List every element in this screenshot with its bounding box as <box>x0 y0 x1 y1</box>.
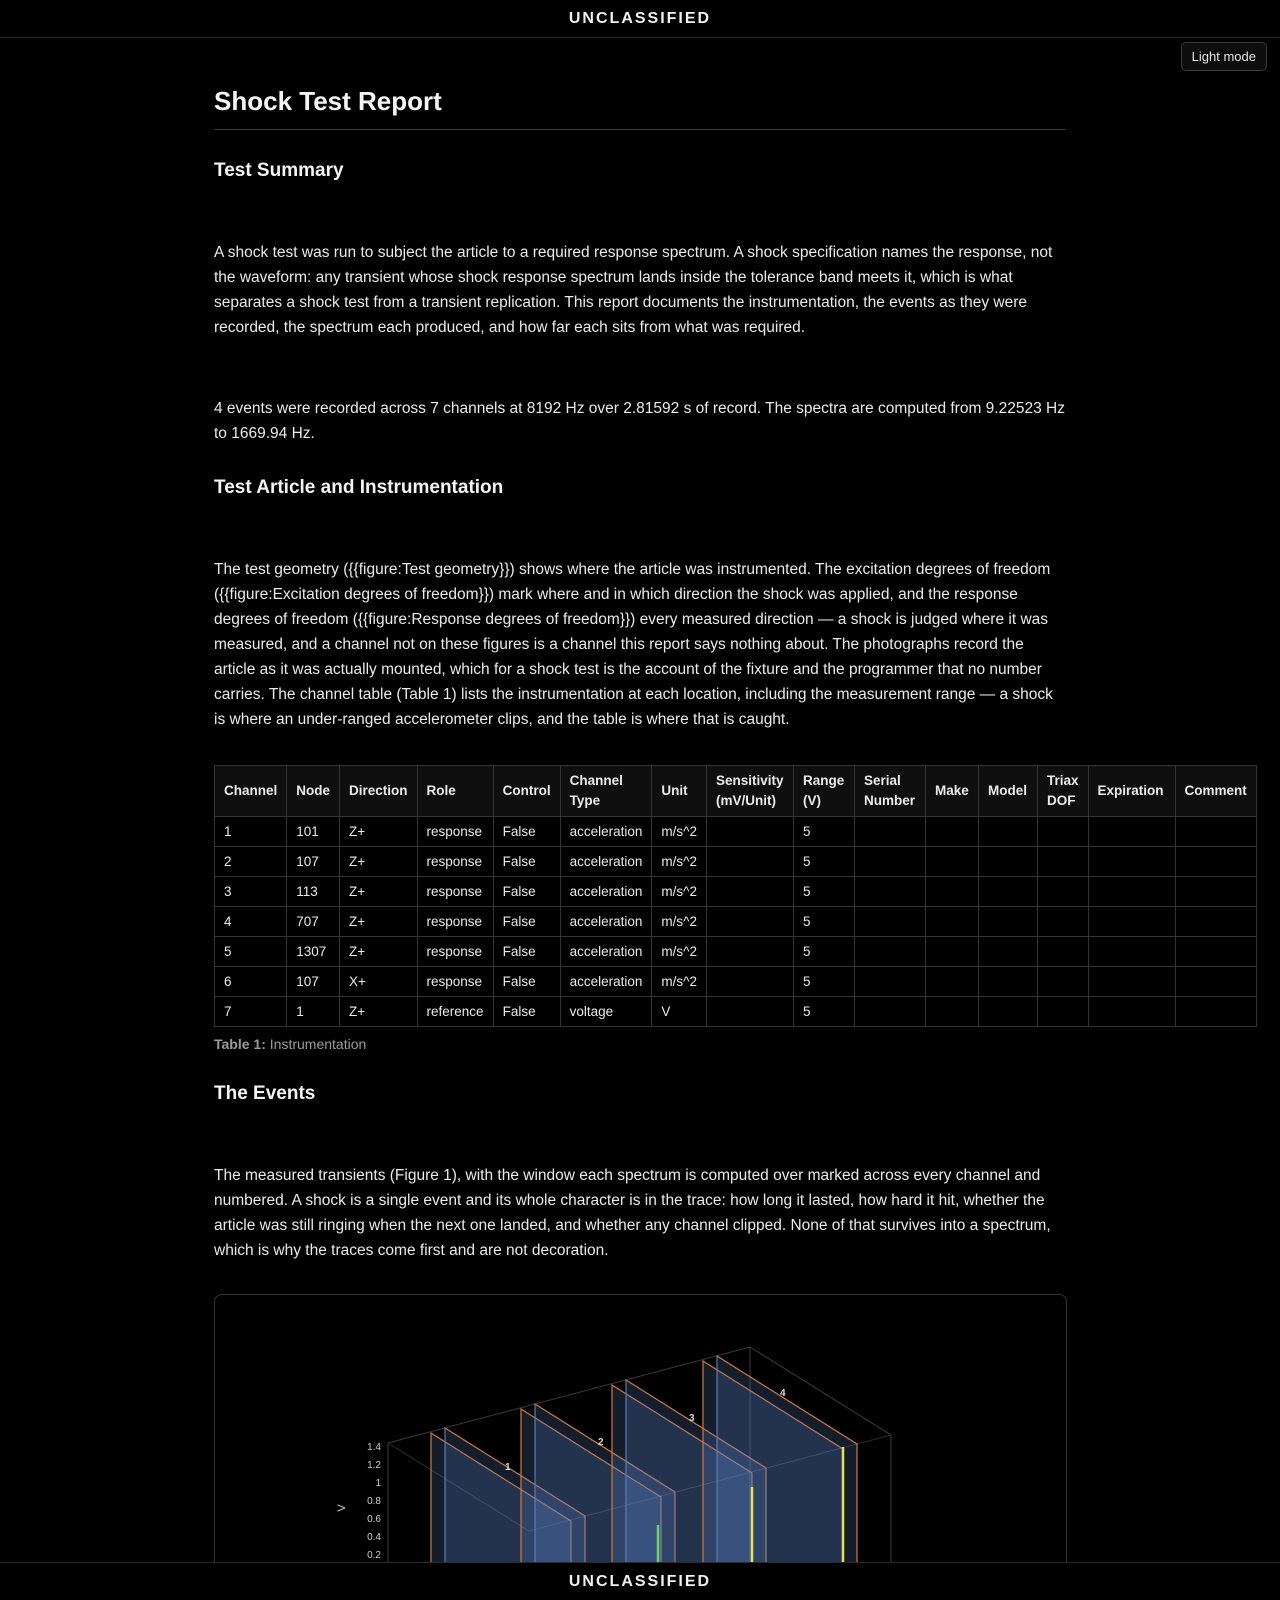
event-label: 1 <box>505 1462 511 1473</box>
table-cell <box>1037 967 1088 997</box>
table-cell <box>1088 847 1175 877</box>
table-row <box>215 877 1257 907</box>
table-cell <box>1037 847 1088 877</box>
table-row <box>215 997 1257 1027</box>
table-cell: Z+ <box>340 997 418 1027</box>
y-tick-label: 1.2 <box>367 1460 381 1471</box>
table-cell <box>1037 937 1088 967</box>
table-cell <box>1088 997 1175 1027</box>
table-cell <box>706 997 793 1027</box>
table-cell: 2 <box>215 847 287 877</box>
table-row <box>215 847 1257 877</box>
col-header-expiration: Expiration <box>1088 766 1175 817</box>
table-cell: 5 <box>793 847 854 877</box>
table-cell: 5 <box>793 997 854 1027</box>
table-cell: False <box>493 877 560 907</box>
col-header-make: Make <box>925 766 978 817</box>
table-cell <box>925 937 978 967</box>
table-cell: acceleration <box>560 817 652 847</box>
table-row <box>215 937 1257 967</box>
table-cell: Z+ <box>340 877 418 907</box>
table-cell: 107 <box>287 847 340 877</box>
table-cell: X+ <box>340 967 418 997</box>
table-cell <box>1037 997 1088 1027</box>
table-cell: response <box>417 967 493 997</box>
table-cell <box>1037 817 1088 847</box>
table-cell <box>1175 877 1256 907</box>
table-cell <box>925 877 978 907</box>
table-cell: False <box>493 967 560 997</box>
table-cell: response <box>417 877 493 907</box>
table-cell <box>1175 937 1256 967</box>
table-header-row <box>215 766 1257 817</box>
table-cell: False <box>493 907 560 937</box>
table-cell <box>925 817 978 847</box>
col-header-control: Control <box>493 766 560 817</box>
table-cell: 1307 <box>287 937 340 967</box>
section-heading-instrumentation: Test Article and Instrumentation <box>214 477 504 498</box>
table-cell: m/s^2 <box>652 967 707 997</box>
y-tick-label: 1 <box>375 1478 381 1489</box>
table-cell <box>1037 877 1088 907</box>
table-cell: Z+ <box>340 937 418 967</box>
table-cell: acceleration <box>560 937 652 967</box>
y-axis-label: V <box>336 1504 348 1512</box>
table-cell <box>925 967 978 997</box>
table-cell <box>1175 817 1256 847</box>
table-cell <box>1088 817 1175 847</box>
table-cell: m/s^2 <box>652 937 707 967</box>
col-header-node: Node <box>287 766 340 817</box>
col-header-unit: Unit <box>652 766 707 817</box>
events-paragraph: The measured transients (Figure 1), with the window each spectrum is computed over marked across every channel and numbered. A shock is a single event and its whole character is in the trace: how long it lasted, how hard it hit, whether the article was still ringing when the next one landed, and whether any channel clipped. None of that survives into a spectrum, which is why the traces come first and are not decoration. <box>214 1167 1051 1259</box>
table-cell <box>854 967 925 997</box>
table-cell <box>978 877 1037 907</box>
events-section <box>214 1083 1066 1263</box>
table-cell <box>854 877 925 907</box>
table-cell: m/s^2 <box>652 847 707 877</box>
events-3d-plot <box>215 1295 1066 1585</box>
table-cell <box>978 937 1037 967</box>
table-cell <box>1088 877 1175 907</box>
table-cell <box>854 817 925 847</box>
instrumentation-paragraph: The test geometry ({{figure:Test geometry}}) shows where the article was instrumented. The excitation degrees of freedom ({{figure:Excitation degrees of freedom}}) mark where and in which direction the shock was applied, and the response degrees of freedom ({{figure:Response degrees of freedom}}) every measured direction — a shock is judged where it was measured, and a channel not on these figures is a channel this report says nothing about. The photographs record the article as it was actually mounted, which for a shock test is the account of the fixture and the programmer that no number carries. The channel table (Table 1) lists the instrumentation at each location, including the measurement range — a shock is where an under-ranged accelerometer clips, and the table is where that is caught. <box>214 561 1053 728</box>
summary-stats-paragraph: 4 events were recorded across 7 channels at 8192 Hz over 2.81592 s of record. The spectra are computed from 9.22523 Hz to 1669.94 Hz. <box>214 400 1065 442</box>
table-cell: V <box>652 997 707 1027</box>
table-caption-text: Instrumentation <box>265 1036 367 1052</box>
table-cell <box>1175 997 1256 1027</box>
table-cell <box>1175 847 1256 877</box>
classification-banner-top: UNCLASSIFIED <box>0 0 1280 38</box>
table-cell <box>925 907 978 937</box>
summary-paragraph: A shock test was run to subject the article to a required response spectrum. A shock specification names the response, not the waveform: any transient whose shock response spectrum lands inside the tolerance band meets it, which is what separates a shock test from a transient replication. This report documents the instrumentation, the events as they were recorded, the spectrum each produced, and how far each sits from what was required. <box>214 244 1053 336</box>
table-row <box>215 907 1257 937</box>
table-cell <box>854 907 925 937</box>
table-cell: 5 <box>793 817 854 847</box>
table-cell: response <box>417 907 493 937</box>
section-heading-test-summary: Test Summary <box>214 160 344 181</box>
table-cell <box>706 967 793 997</box>
table-row <box>215 967 1257 997</box>
page-title: Shock Test Report <box>214 86 1066 130</box>
table-cell: 4 <box>215 907 287 937</box>
y-tick-label: 0.2 <box>367 1550 381 1561</box>
table-cell: 101 <box>287 817 340 847</box>
table-cell <box>706 817 793 847</box>
table-cell <box>1175 907 1256 937</box>
events-figure[interactable] <box>214 1294 1067 1586</box>
table-cell <box>1037 907 1088 937</box>
y-axis-ticks <box>367 1442 381 1561</box>
table-cell <box>1088 907 1175 937</box>
table-cell: acceleration <box>560 907 652 937</box>
y-tick-label: 0.8 <box>367 1496 381 1507</box>
event-label: 3 <box>689 1413 695 1424</box>
light-mode-toggle-button[interactable]: Light mode <box>1181 42 1267 71</box>
table-cell: 5 <box>793 937 854 967</box>
table-cell <box>1088 937 1175 967</box>
table-cell: 5 <box>793 967 854 997</box>
table-caption <box>214 1036 366 1052</box>
table-cell <box>978 997 1037 1027</box>
table-row <box>215 817 1257 847</box>
table-cell: acceleration <box>560 967 652 997</box>
table-cell: m/s^2 <box>652 817 707 847</box>
event-window-panel <box>717 1356 857 1585</box>
table-cell: 6 <box>215 967 287 997</box>
table-cell: 113 <box>287 877 340 907</box>
table-cell <box>706 847 793 877</box>
col-header-role: Role <box>417 766 493 817</box>
col-header-model: Model <box>978 766 1037 817</box>
table-cell: 5 <box>215 937 287 967</box>
table-cell: response <box>417 937 493 967</box>
table-cell: 3 <box>215 877 287 907</box>
table-cell: acceleration <box>560 877 652 907</box>
table-cell: Z+ <box>340 847 418 877</box>
table-cell: Z+ <box>340 817 418 847</box>
table-cell: Z+ <box>340 907 418 937</box>
table-cell: 7 <box>215 997 287 1027</box>
table-cell <box>706 937 793 967</box>
table-cell <box>1175 967 1256 997</box>
col-header-range: Range (V) <box>793 766 854 817</box>
y-tick-label: 0.6 <box>367 1514 381 1525</box>
col-header-channel: Channel <box>215 766 287 817</box>
y-tick-label: 0.4 <box>367 1532 381 1543</box>
col-header-triax-dof: Triax DOF <box>1037 766 1088 817</box>
col-header-serial-number: Serial Number <box>854 766 925 817</box>
table-cell <box>978 907 1037 937</box>
col-header-sensitivity: Sensitivity (mV/Unit) <box>706 766 793 817</box>
col-header-direction: Direction <box>340 766 418 817</box>
col-header-comment: Comment <box>1175 766 1256 817</box>
table-cell: 107 <box>287 967 340 997</box>
table-cell <box>925 847 978 877</box>
table-caption-label: Table 1: <box>214 1036 266 1052</box>
table-cell <box>1088 967 1175 997</box>
table-cell: 5 <box>793 877 854 907</box>
table-cell: False <box>493 817 560 847</box>
table-cell <box>978 967 1037 997</box>
table-cell: response <box>417 817 493 847</box>
table-cell: False <box>493 847 560 877</box>
classification-banner-bottom: UNCLASSIFIED <box>0 1562 1280 1600</box>
table-cell: response <box>417 847 493 877</box>
table-cell: reference <box>417 997 493 1027</box>
table-cell: voltage <box>560 997 652 1027</box>
table-cell <box>925 997 978 1027</box>
table-cell <box>978 847 1037 877</box>
table-cell <box>706 877 793 907</box>
table-cell <box>854 937 925 967</box>
col-header-channel-type: Channel Type <box>560 766 652 817</box>
table-cell: False <box>493 997 560 1027</box>
table-cell: m/s^2 <box>652 907 707 937</box>
report-content <box>214 86 1066 732</box>
instrumentation-table <box>214 765 1257 1027</box>
event-label: 2 <box>598 1437 604 1448</box>
table-cell: 707 <box>287 907 340 937</box>
table-cell: 1 <box>287 997 340 1027</box>
y-tick-label: 1.4 <box>367 1442 381 1453</box>
event-label: 4 <box>780 1388 786 1399</box>
table-cell <box>854 847 925 877</box>
table-cell: m/s^2 <box>652 877 707 907</box>
table-cell: 1 <box>215 817 287 847</box>
table-cell <box>854 997 925 1027</box>
table-cell: acceleration <box>560 847 652 877</box>
table-cell <box>978 817 1037 847</box>
table-cell <box>706 907 793 937</box>
table-cell: 5 <box>793 907 854 937</box>
section-heading-events: The Events <box>214 1083 316 1104</box>
table-cell: False <box>493 937 560 967</box>
event-windows <box>431 1356 857 1585</box>
